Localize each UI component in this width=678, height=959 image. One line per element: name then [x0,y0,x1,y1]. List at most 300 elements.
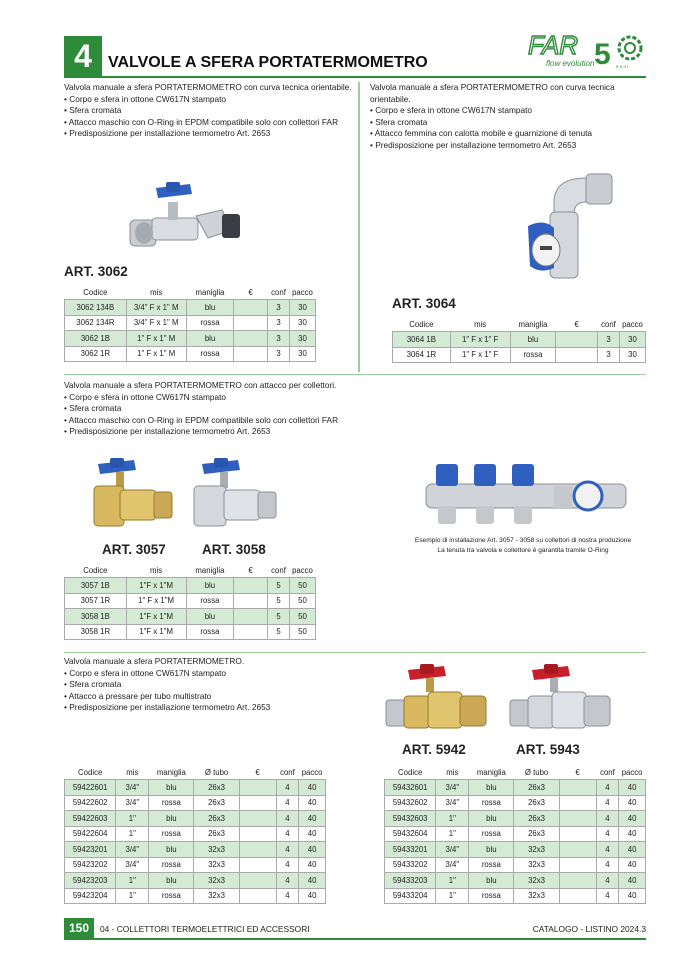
cell-tube: 32x3 [194,857,239,873]
cell-handle: rossa [186,315,234,331]
art-3064-description [370,82,648,152]
feature-item: • Sfera cromata [64,403,394,415]
cell-size: 3/4" [436,857,469,873]
art-5943-price-table [384,766,646,904]
page-title: VALVOLE A SFERA PORTATERMOMETRO [108,54,428,71]
cell-conf: 4 [276,857,299,873]
cell-tube: 32x3 [194,873,239,889]
cell-size: 3/4" [436,780,469,796]
col-maniglia: maniglia [518,320,548,329]
cell-handle: blu [469,780,514,796]
cell-price [234,624,268,640]
cell-price [234,609,268,625]
cell-code: 3062 134R [65,315,127,331]
cell-pack: 40 [299,811,326,827]
cell-handle: rossa [149,795,194,811]
cell-code: 59432603 [385,811,436,827]
cell-tube: 26x3 [514,826,559,842]
logo-number: 5 [594,38,611,70]
cell-code: 3064 1R [393,347,451,363]
table-row [385,888,646,904]
footer-section-label: 04 - COLLETTORI TERMOELETTRICI ED ACCESSORI [100,924,310,934]
cell-price [239,842,276,858]
art-3062-description [64,82,356,140]
cell-handle: rossa [186,346,234,362]
col-codice: Codice [83,566,108,575]
cell-pack: 30 [289,331,315,347]
table-row [385,873,646,889]
art-3064-price-table [392,318,646,363]
cell-code: 59422601 [65,780,116,796]
cell-tube: 26x3 [514,795,559,811]
table-row [65,842,326,858]
cell-conf: 5 [268,609,290,625]
cell-price [559,795,596,811]
cell-price [559,826,596,842]
feature-list [370,105,648,151]
art-3057-description [64,380,394,438]
cell-pack: 50 [289,624,315,640]
art-3057-3058-price-table [64,564,316,640]
cell-conf: 4 [276,873,299,889]
cell-tube: 32x3 [194,888,239,904]
table-row [385,811,646,827]
feature-item: • Predisposizione per installazione termometro Art. 2653 [370,140,648,152]
cell-pack: 40 [619,842,646,858]
manifold-caption [410,536,636,556]
table-row [65,593,316,609]
feature-item: • Corpo e sfera in ottone CW617N stampato [370,105,648,117]
table-row [385,826,646,842]
col-pacco: pacco [292,566,313,575]
table-header-row [385,766,646,780]
col-mis: mis [446,768,459,777]
cell-tube: 26x3 [194,780,239,796]
description-intro: Valvola manuale a sfera PORTATERMOMETRO. [64,656,245,666]
cell-code: 3062 1R [65,346,127,362]
cell-price [234,578,268,594]
table-row [385,857,646,873]
feature-item: • Predisposizione per installazione termometro Art. 2653 [64,702,364,714]
cell-price [556,347,598,363]
cell-conf: 4 [596,888,619,904]
cell-price [239,857,276,873]
cell-handle: rossa [510,347,556,363]
cell-tube: 32x3 [514,857,559,873]
table-header-row [393,318,646,332]
cell-conf: 4 [276,826,299,842]
cell-handle: blu [186,609,234,625]
table-row [65,609,316,625]
cell-pack: 40 [619,873,646,889]
column-divider [358,82,360,372]
cell-conf: 4 [276,842,299,858]
cell-pack: 30 [289,300,315,316]
table-row [65,624,316,640]
cell-price [234,315,268,331]
cell-tube: 26x3 [194,826,239,842]
art-3058-title: ART. 3058 [202,542,266,557]
cell-conf: 4 [276,780,299,796]
feature-item: • Attacco maschio con O-Ring in EPDM compatibile solo con collettori FAR [64,117,356,129]
cell-code: 59433201 [385,842,436,858]
table-body [65,780,326,904]
cell-size: 1" [436,888,469,904]
cell-price [239,780,276,796]
logo-text: FAR [528,30,579,60]
description-intro: Valvola manuale a sfera PORTATERMOMETRO con curva tecnica orientabile. [64,82,352,92]
cell-conf: 5 [268,593,290,609]
art-5942-description [64,656,364,714]
cell-pack: 40 [619,857,646,873]
col-tubo: Ø tubo [524,768,549,777]
cell-size: 3/4" [436,842,469,858]
cell-handle: blu [469,811,514,827]
col-price: € [574,320,579,329]
cell-handle: blu [149,873,194,889]
cell-price [234,331,268,347]
table-row [65,780,326,796]
cell-size: 3/4" [116,857,149,873]
col-mis: mis [474,320,487,329]
cell-conf: 5 [268,578,290,594]
cell-size: 1"F x 1"M [126,624,186,640]
cell-size: 3/4" [116,842,149,858]
col-codice: Codice [83,288,108,297]
cell-size: 1" F x 1" M [126,346,186,362]
cell-handle: blu [510,332,556,348]
valve-3064-image [524,170,616,288]
table-row [65,331,316,347]
cell-size: 3/4" F x 1" M [126,315,186,331]
cell-conf: 3 [268,300,290,316]
col-maniglia: maniglia [195,566,225,575]
cell-pack: 30 [619,332,645,348]
table-header-row [65,286,316,300]
cell-pack: 40 [299,795,326,811]
cell-size: 3/4" [116,780,149,796]
cell-code: 3057 1B [65,578,127,594]
cell-price [559,811,596,827]
table-row [65,578,316,594]
cell-price [239,873,276,889]
table-row [65,811,326,827]
art-3064-title: ART. 3064 [392,296,456,311]
feature-item: • Sfera cromata [370,117,648,129]
cell-size: 3/4" [116,795,149,811]
cell-size: 1" [436,811,469,827]
cell-pack: 40 [619,826,646,842]
art-3062-price-table [64,286,316,362]
feature-item: • Attacco maschio con O-Ring in EPDM compatibile solo con collettori FAR [64,415,394,427]
cell-pack: 40 [619,811,646,827]
cell-price [559,780,596,796]
col-pacco: pacco [621,768,643,777]
art-5942-title: ART. 5942 [402,742,466,757]
logo-sub: e n n i [616,64,629,69]
cell-code: 3058 1R [65,624,127,640]
table-body [385,780,646,904]
table-row [65,346,316,362]
cell-size: 1" F x 1" F [450,332,510,348]
cell-handle: blu [186,300,234,316]
cell-conf: 4 [596,857,619,873]
section-divider [64,374,646,375]
col-pacco: pacco [622,320,643,329]
feature-item: • Predisposizione per installazione termometro Art. 2653 [64,426,394,438]
page-number-badge [64,918,94,938]
feature-item: • Corpo e sfera in ottone CW617N stampato [64,392,394,404]
col-maniglia: maniglia [195,288,225,297]
cell-conf: 4 [596,811,619,827]
manifold-installation-image [422,456,632,530]
cell-handle: blu [149,811,194,827]
description-intro: Valvola manuale a sfera PORTATERMOMETRO con curva tecnica orientabile. [370,82,615,104]
cell-pack: 50 [289,578,315,594]
feature-list [64,668,364,714]
cell-tube: 32x3 [514,888,559,904]
valve-5942-image [384,662,492,734]
cell-handle: blu [149,842,194,858]
header-divider [64,76,646,78]
art-5943-title: ART. 5943 [516,742,580,757]
cell-handle: blu [469,842,514,858]
table-header-row [65,564,316,578]
col-conf: conf [601,320,616,329]
cell-pack: 30 [289,346,315,362]
cell-pack: 30 [619,347,645,363]
col-mis: mis [150,566,163,575]
feature-item: • Corpo e sfera in ottone CW617N stampato [64,94,356,106]
cell-size: 1" [116,811,149,827]
caption-line: Esempio di installazione Art. 3057 - 3058 su collettori di nostra produzione [414,537,632,544]
feature-item: • Attacco femmina con calotta mobile e guarnizione di tenuta [370,128,648,140]
cell-size: 1" [436,826,469,842]
cell-code: 59423204 [65,888,116,904]
table-row [385,795,646,811]
cell-price [559,857,596,873]
cell-conf: 4 [276,811,299,827]
col-price: € [575,768,580,777]
cell-tube: 26x3 [194,795,239,811]
valve-3062-image [126,176,250,252]
cell-handle: rossa [186,593,234,609]
table-row [65,888,326,904]
col-pacco: pacco [292,288,313,297]
cell-size: 1" [436,873,469,889]
cell-price [559,842,596,858]
cell-handle: blu [186,578,234,594]
cell-code: 3057 1R [65,593,127,609]
cell-conf: 4 [596,842,619,858]
table-row [65,315,316,331]
feature-item: • Sfera cromata [64,105,356,117]
cell-pack: 30 [289,315,315,331]
cell-price [234,346,268,362]
cell-pack: 40 [299,888,326,904]
cell-pack: 40 [619,780,646,796]
cell-handle: rossa [469,826,514,842]
cell-pack: 40 [619,795,646,811]
cell-tube: 26x3 [194,811,239,827]
cell-pack: 40 [299,857,326,873]
cell-conf: 4 [596,826,619,842]
cell-price [556,332,598,348]
cell-size: 3/4" [436,795,469,811]
page-number: 150 [68,921,90,935]
section-number-badge [64,36,102,76]
cell-conf: 3 [598,347,620,363]
col-maniglia: maniglia [476,768,506,777]
cell-price [234,300,268,316]
cell-code: 59433203 [385,873,436,889]
feature-list [64,392,394,438]
cell-handle: blu [149,780,194,796]
cell-tube: 32x3 [514,842,559,858]
col-price: € [248,566,253,575]
art-3057-title: ART. 3057 [102,542,166,557]
feature-item: • Corpo e sfera in ottone CW617N stampato [64,668,364,680]
section-number: 4 [74,37,92,74]
cell-handle: blu [186,331,234,347]
cell-size: 1" [116,873,149,889]
footer-divider [64,938,646,940]
cell-pack: 40 [619,888,646,904]
caption-line: La tenuta tra valvola e collettore è garantita tramite O-Ring [437,547,609,554]
cell-code: 3062 134B [65,300,127,316]
cell-conf: 3 [598,332,620,348]
cell-conf: 3 [268,331,290,347]
far-logo [526,28,646,70]
cell-code: 59422604 [65,826,116,842]
valve-5943-image [508,662,614,734]
cell-size: 1" [116,826,149,842]
cell-conf: 4 [596,795,619,811]
cell-size: 1" F x 1" M [126,331,186,347]
col-tubo: Ø tubo [204,768,229,777]
cell-pack: 50 [289,609,315,625]
cell-code: 59422602 [65,795,116,811]
cell-code: 59423202 [65,857,116,873]
col-codice: Codice [78,768,103,777]
cell-code: 59432601 [385,780,436,796]
cell-size: 1" F x 1" F [450,347,510,363]
col-price: € [248,288,253,297]
feature-list [64,94,356,140]
cell-tube: 26x3 [514,811,559,827]
col-maniglia: maniglia [156,768,186,777]
col-mis: mis [126,768,139,777]
table-header-row [65,766,326,780]
table-row [65,826,326,842]
cell-price [239,811,276,827]
valve-3058-image [190,456,282,532]
cell-price [234,593,268,609]
feature-item: • Predisposizione per installazione termometro Art. 2653 [64,128,356,140]
cell-size: 1"F x 1"M [126,578,186,594]
table-row [65,795,326,811]
col-conf: conf [271,566,286,575]
footer-catalog-label: CATALOGO - LISTINO 2024.3 [532,924,646,934]
cell-code: 59423203 [65,873,116,889]
cell-handle: rossa [149,826,194,842]
logo-tagline: flow evolution [546,59,595,68]
cell-pack: 40 [299,873,326,889]
col-codice: Codice [409,320,434,329]
cell-tube: 26x3 [514,780,559,796]
cell-handle: rossa [149,888,194,904]
cell-tube: 32x3 [514,873,559,889]
cell-code: 59433202 [385,857,436,873]
col-price: € [255,768,260,777]
col-conf: conf [271,288,286,297]
feature-item: • Attacco a pressare per tubo multistrato [64,691,364,703]
cell-code: 3058 1B [65,609,127,625]
art-3062-title: ART. 3062 [64,264,128,279]
table-row [385,842,646,858]
art-5942-price-table [64,766,326,904]
cell-conf: 3 [268,346,290,362]
cell-size: 3/4" F x 1" M [126,300,186,316]
cell-size: 1" [116,888,149,904]
table-row [393,347,646,363]
cell-handle: rossa [469,888,514,904]
cell-code: 59422603 [65,811,116,827]
cell-size: 1"F x 1"M [126,609,186,625]
col-conf: conf [600,768,615,777]
table-row [65,873,326,889]
feature-item: • Sfera cromata [64,679,364,691]
cell-tube: 32x3 [194,842,239,858]
col-pacco: pacco [301,768,323,777]
cell-handle: blu [469,873,514,889]
cell-pack: 40 [299,842,326,858]
cell-handle: rossa [469,795,514,811]
cell-price [239,795,276,811]
cell-code: 3064 1B [393,332,451,348]
cell-price [239,826,276,842]
cell-price [559,888,596,904]
cell-handle: rossa [469,857,514,873]
col-codice: Codice [398,768,423,777]
table-row [65,300,316,316]
cell-conf: 4 [276,795,299,811]
cell-price [559,873,596,889]
cell-code: 3062 1B [65,331,127,347]
valve-3057-image [90,456,176,532]
col-conf: conf [280,768,295,777]
col-mis: mis [150,288,163,297]
table-row [393,332,646,348]
cell-size: 1" F x 1"M [126,593,186,609]
section-divider [64,652,646,653]
cell-code: 59423201 [65,842,116,858]
cell-pack: 40 [299,780,326,796]
cell-handle: rossa [186,624,234,640]
cell-pack: 50 [289,593,315,609]
cell-price [239,888,276,904]
cell-handle: rossa [149,857,194,873]
cell-code: 59433204 [385,888,436,904]
cell-conf: 5 [268,624,290,640]
cell-code: 59432602 [385,795,436,811]
cell-code: 59432604 [385,826,436,842]
cell-conf: 4 [596,780,619,796]
description-intro: Valvola manuale a sfera PORTATERMOMETRO con attacco per collettori. [64,380,337,390]
cell-conf: 4 [596,873,619,889]
table-row [65,857,326,873]
table-row [385,780,646,796]
